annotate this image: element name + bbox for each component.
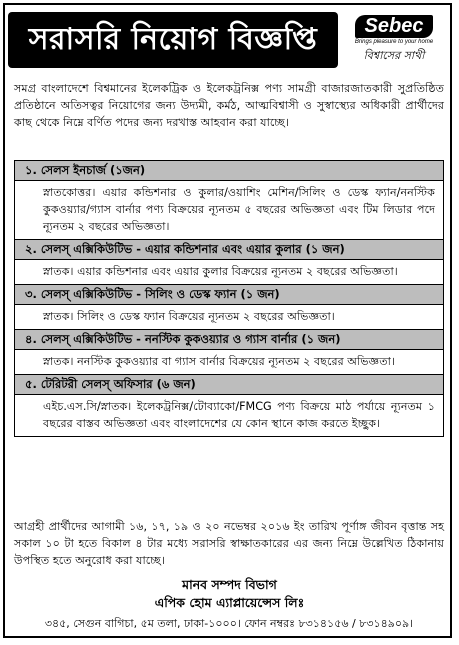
logo-name: Sebec	[355, 15, 434, 38]
department-name: মানব সম্পদ বিভাগ	[182, 577, 277, 592]
company-address: ৩৪৫, সেগুন বাগিচা, ৫ম তলা, ঢাকা-১০০০। ফোন নম্বরঃ ৮৩১৪১৫৬ / ৮৩১৪৯০৯।	[44, 617, 414, 630]
footer-signature	[0, 576, 459, 612]
position-description-5: এইচ.এস.সি/স্নাতক। ইলেকট্রনিক্স/টোব্যাকো/FMCG পণ্য বিক্রয়ে মাঠ পর্যায়ে ন্যূনতম ১ বছরের বাস্তব অভিজ্ঞতা এবং বাংলাদেশের যে কোন স্থানে কাজ করতে ইচ্ছুক।	[43, 400, 435, 430]
position-description-3: স্নাতক। সিলিং ও ডেস্ক ফ্যান বিক্রয়ের ন্যূনতম ২ বছরের অভিজ্ঞতা।	[43, 310, 335, 323]
sebec-logo	[346, 12, 442, 68]
logo-tagline: Brings pleasure to your home	[354, 38, 434, 45]
position-description-1: স্নাতকোত্তর। এয়ার কন্ডিশনার ও কুলার/ওয়াশিং মেশিন/সিলিং ও ডেস্ক ফ্যান/ননস্টিক কুকওয়্যার/গ্যাস বার্নার পণ্য বিক্রয়ের ন্যূনতম ৫ বছরের অভিজ্ঞতা এবং টিম লিডার পদে ন্যূনতম ২ বছরের অভিজ্ঞতা।	[43, 186, 435, 233]
position-description-4: স্নাতক। ননস্টিক কুকওয়্যার বা গ্যাস বার্নার বিক্রয়ের ন্যূনতম ২ বছরের অভিজ্ঞতা।	[43, 355, 395, 368]
intro-paragraph: সমগ্র বাংলাদেশে বিশ্বমানের ইলেকট্রিক ও ইলেকট্রনিক্স পণ্য সামগ্রী বাজারজাতকারী সুপ্রতিষ্ঠিত প্রতিষ্ঠানে অতিসত্বর নিয়োগের জন্য উদ্যমী, কর্মঠ, আত্মবিশ্বাসী ও সুস্বাস্থ্যের অধিকারী প্রার্থীদের কাছ থেকে নিম্নে বর্ণিত পদের জন্য দরখাস্ত আহবান করা যাচ্ছে।	[14, 82, 444, 129]
logo-script: বিশ্বাসের সাথী	[363, 48, 425, 62]
company-name: এপিক হোম এ্যাপ্লায়েন্সেস লিঃ	[154, 595, 305, 610]
position-title-3: ৩. সেলস্ এক্সিকিউটিভ - সিলিং ও ডেস্ক ফ্যান (১ জন)	[15, 284, 443, 305]
position-title-5: ৫. টেরিটরী সেলস্ অফিসার (৬ জন)	[15, 374, 443, 395]
header	[8, 8, 449, 72]
closing-paragraph: আগ্রহী প্রার্থীদের আগামী ১৬, ১৭, ১৯ ও ২০ নভেম্বর ২০১৬ ইং তারিখ পূর্ণাঙ্গ জীবন বৃত্তান্ত সহ সকাল ১০ টা হতে বিকাল ৪ টার মধ্যে সরাসরি স্বাক্ষাতকারের এর জন্য নিম্নে উল্লেখিত ঠিকানায় উপস্থিত হতে অনুরোধ করা যাচ্ছে।	[14, 520, 444, 567]
positions-table	[14, 160, 444, 437]
position-title-1: ১. সেলস ইনচার্জ (১জন)	[15, 161, 443, 181]
position-title-4: ৪. সেলস্ এক্সিকিউটিভ - ননস্টিক কুকওয়্যার ও গ্যাস বার্নার (১ জন)	[15, 329, 443, 350]
position-title-2: ২. সেলস্ এক্সিকিউটিভ - এয়ার কন্ডিশনার এবং এয়ার কুলার (১ জন)	[15, 239, 443, 260]
position-description-2: স্নাতক। এয়ার কন্ডিশনার এবং এয়ার কুলার বিক্রয়ের ন্যূনতম ২ বছরের অভিজ্ঞতা।	[43, 265, 398, 278]
notice-title: সরাসরি নিয়োগ বিজ্ঞপ্তি	[8, 12, 338, 68]
